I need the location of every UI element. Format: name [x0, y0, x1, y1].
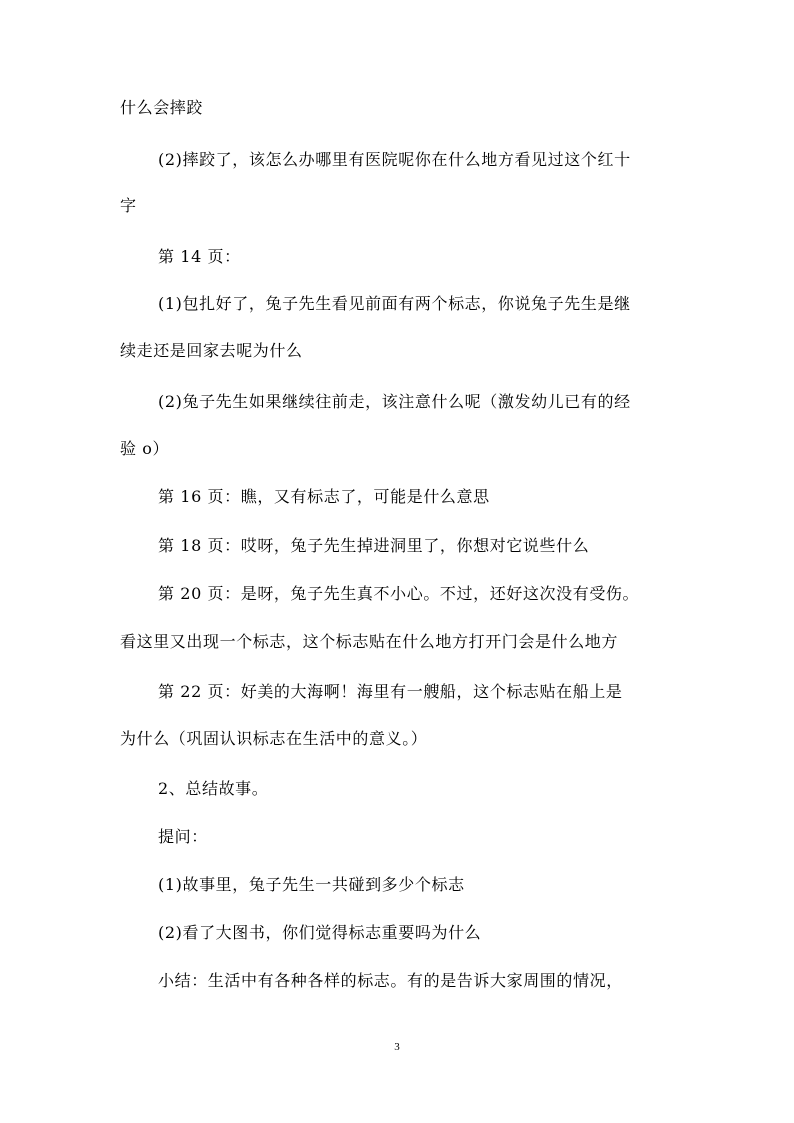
- text-line: 为什么（巩固认识标志在生活中的意义。）: [120, 729, 428, 748]
- text-line: 看这里又出现一个标志，这个标志贴在什么地方打开门会是什么地方: [120, 632, 619, 651]
- text-line: 2、总结故事。: [158, 779, 269, 798]
- text-line: 提问：: [158, 827, 208, 846]
- text-line: 验 o）: [120, 439, 170, 458]
- text-line: 第 14 页：: [158, 247, 241, 266]
- text-line: (1)包扎好了，兔子先生看见前面有两个标志，你说兔子先生是继: [158, 294, 631, 313]
- text-line: 第 18 页：哎呀，兔子先生掉进洞里了，你想对它说些什么: [158, 536, 590, 555]
- text-line: 小结：生活中有各种各样的标志。有的是告诉大家周围的情况，: [158, 971, 623, 990]
- text-line: 第 16 页：瞧，又有标志了，可能是什么意思: [158, 487, 490, 506]
- page-number: 3: [394, 1041, 400, 1053]
- text-line: 第 22 页：好美的大海啊！海里有一艘船，这个标志贴在船上是: [158, 682, 623, 701]
- text-line: 续走还是回家去呢为什么: [120, 341, 303, 360]
- text-line: (2)看了大图书，你们觉得标志重要吗为什么: [158, 923, 482, 942]
- text-line: 什么会摔跤: [120, 98, 204, 117]
- text-line: (2)兔子先生如果继续往前走，该注意什么呢（激发幼儿已有的经: [158, 392, 631, 411]
- text-line: 第 20 页：是呀，兔子先生真不小心。不过，还好这次没有受伤。: [158, 584, 640, 603]
- text-line: (1)故事里，兔子先生一共碰到多少个标志: [158, 875, 465, 894]
- text-line: 字: [120, 196, 137, 215]
- text-line: (2)摔跤了，该怎么办哪里有医院呢你在什么地方看见过这个红十: [158, 150, 631, 169]
